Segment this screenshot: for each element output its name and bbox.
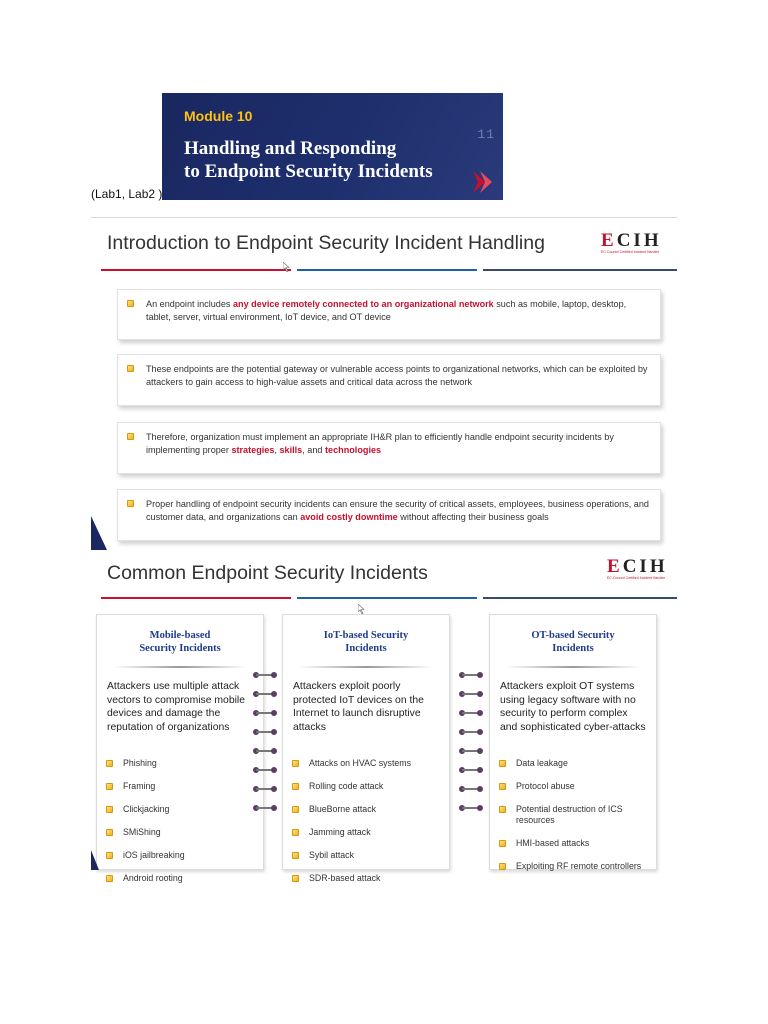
cursor-icon [283,262,291,272]
bullet-square-icon [106,852,113,859]
list-item: SDR-based attack [291,873,449,884]
list-item: SMiShing [105,827,263,838]
bullet-square-icon [499,863,506,870]
bullet-text: Proper handling of endpoint security incidents can ensure the security of critical assets, employees, business operations, and customer data, and organizations can avoid costly downtime without affecting their business goals [146,499,649,522]
bullet-square-icon [499,806,506,813]
list-item: Phishing [105,758,263,769]
bullet-square-icon [292,760,299,767]
list-item: Sybil attack [291,850,449,861]
tricolor-divider [101,597,677,599]
bullet-square-icon [499,783,506,790]
corner-decoration [91,516,107,550]
incident-column-mobile [96,614,264,883]
bullet-square-icon [106,806,113,813]
binder-rings-right [459,671,483,821]
list-item: Framing [105,781,263,792]
bullet-square-icon [292,829,299,836]
bullet-square-icon [106,829,113,836]
tricolor-divider [101,269,677,271]
column-description: Attackers exploit poorly protected IoT devices on the Internet to launch disruptive attacks [293,681,424,733]
column-heading: IoT-based Security Incidents [323,630,409,654]
column-description: Attackers exploit OT systems using legacy software with no security to perform complex and sophisticated cyber-attacks [500,681,646,733]
slide-title: Common Endpoint Security Incidents [107,562,428,584]
bullet-square-icon [106,875,113,882]
incident-list [291,758,449,884]
binder-rings-left [253,671,277,821]
ecih-logo-letters: ECIH [601,230,662,251]
list-item: Exploiting RF remote controllers [498,861,656,872]
heading-underline [113,666,247,668]
chevron-right-icon [471,171,493,193]
list-item: Android rooting [105,873,263,884]
heading-underline [506,666,640,668]
bullet-box [117,354,661,406]
heading-underline [299,666,433,668]
incident-column-ot [489,614,657,870]
bullet-square-icon [292,875,299,882]
bullet-square-icon [292,852,299,859]
column-heading: OT-based Security Incidents [531,630,615,654]
column-description: Attackers use multiple attack vectors to compromise mobile devices and damage the reputation of organizations [107,681,246,733]
bullet-square-icon [127,365,134,372]
incident-column-iot [282,614,450,883]
cursor-icon [358,604,366,614]
ecih-logo [607,556,677,590]
list-item: BlueBorne attack [291,804,449,815]
bullet-box [117,289,661,340]
ecih-logo-subtitle: EC-Council Certified Incident Handler [601,250,660,254]
incident-list [498,758,656,872]
bullet-square-icon [127,300,134,307]
banner-title: Handling and Responding to Endpoint Security Incidents [184,138,433,182]
bullet-box [117,422,661,474]
slide-introduction [91,217,677,549]
bullet-square-icon [106,760,113,767]
slide-common-incidents [91,552,677,883]
bullet-square-icon [292,806,299,813]
list-item: Rolling code attack [291,781,449,792]
ecih-logo [601,230,671,264]
bullet-text: Therefore, organization must implement an appropriate IH&R plan to efficiently handle endpoint security incidents by implementing proper strategies, skills, and technologies [146,432,614,455]
ecih-logo-letters: ECIH [607,556,668,577]
lab-note: (Lab1, Lab2 ) [91,187,163,201]
bullet-square-icon [499,760,506,767]
list-item: Clickjacking [105,804,263,815]
slide-title: Introduction to Endpoint Security Incident Handling [107,232,545,254]
bullet-text: An endpoint includes any device remotely connected to an organizational network such as mobile, laptop, desktop, tablet, server, virtual environment, IoT device, and OT device [146,299,627,322]
list-item: Attacks on HVAC systems [291,758,449,769]
bullet-square-icon [499,840,506,847]
bullet-text: These endpoints are the potential gateway or vulnerable access points to organizational networks, which can be exploited by attackers to gain access to high-value assets and critical data across the network [146,364,648,387]
banner-number-decoration: 11 [477,127,495,142]
bullet-square-icon [127,433,134,440]
list-item: Potential destruction of ICS resources [498,804,656,826]
bullet-box [117,489,661,541]
list-item: Jamming attack [291,827,449,838]
bullet-square-icon [292,783,299,790]
list-item: Protocol abuse [498,781,656,792]
bullet-square-icon [127,500,134,507]
module-banner [162,93,503,200]
module-label: Module 10 [184,108,253,124]
list-item: HMI-based attacks [498,838,656,849]
list-item: iOS jailbreaking [105,850,263,861]
incident-list [105,758,263,884]
bullet-square-icon [106,783,113,790]
column-heading: Mobile-based Security Incidents [139,630,221,654]
list-item: Data leakage [498,758,656,769]
ecih-logo-subtitle: EC-Council Certified Incident Handler [607,576,666,580]
corner-decoration [91,850,99,870]
